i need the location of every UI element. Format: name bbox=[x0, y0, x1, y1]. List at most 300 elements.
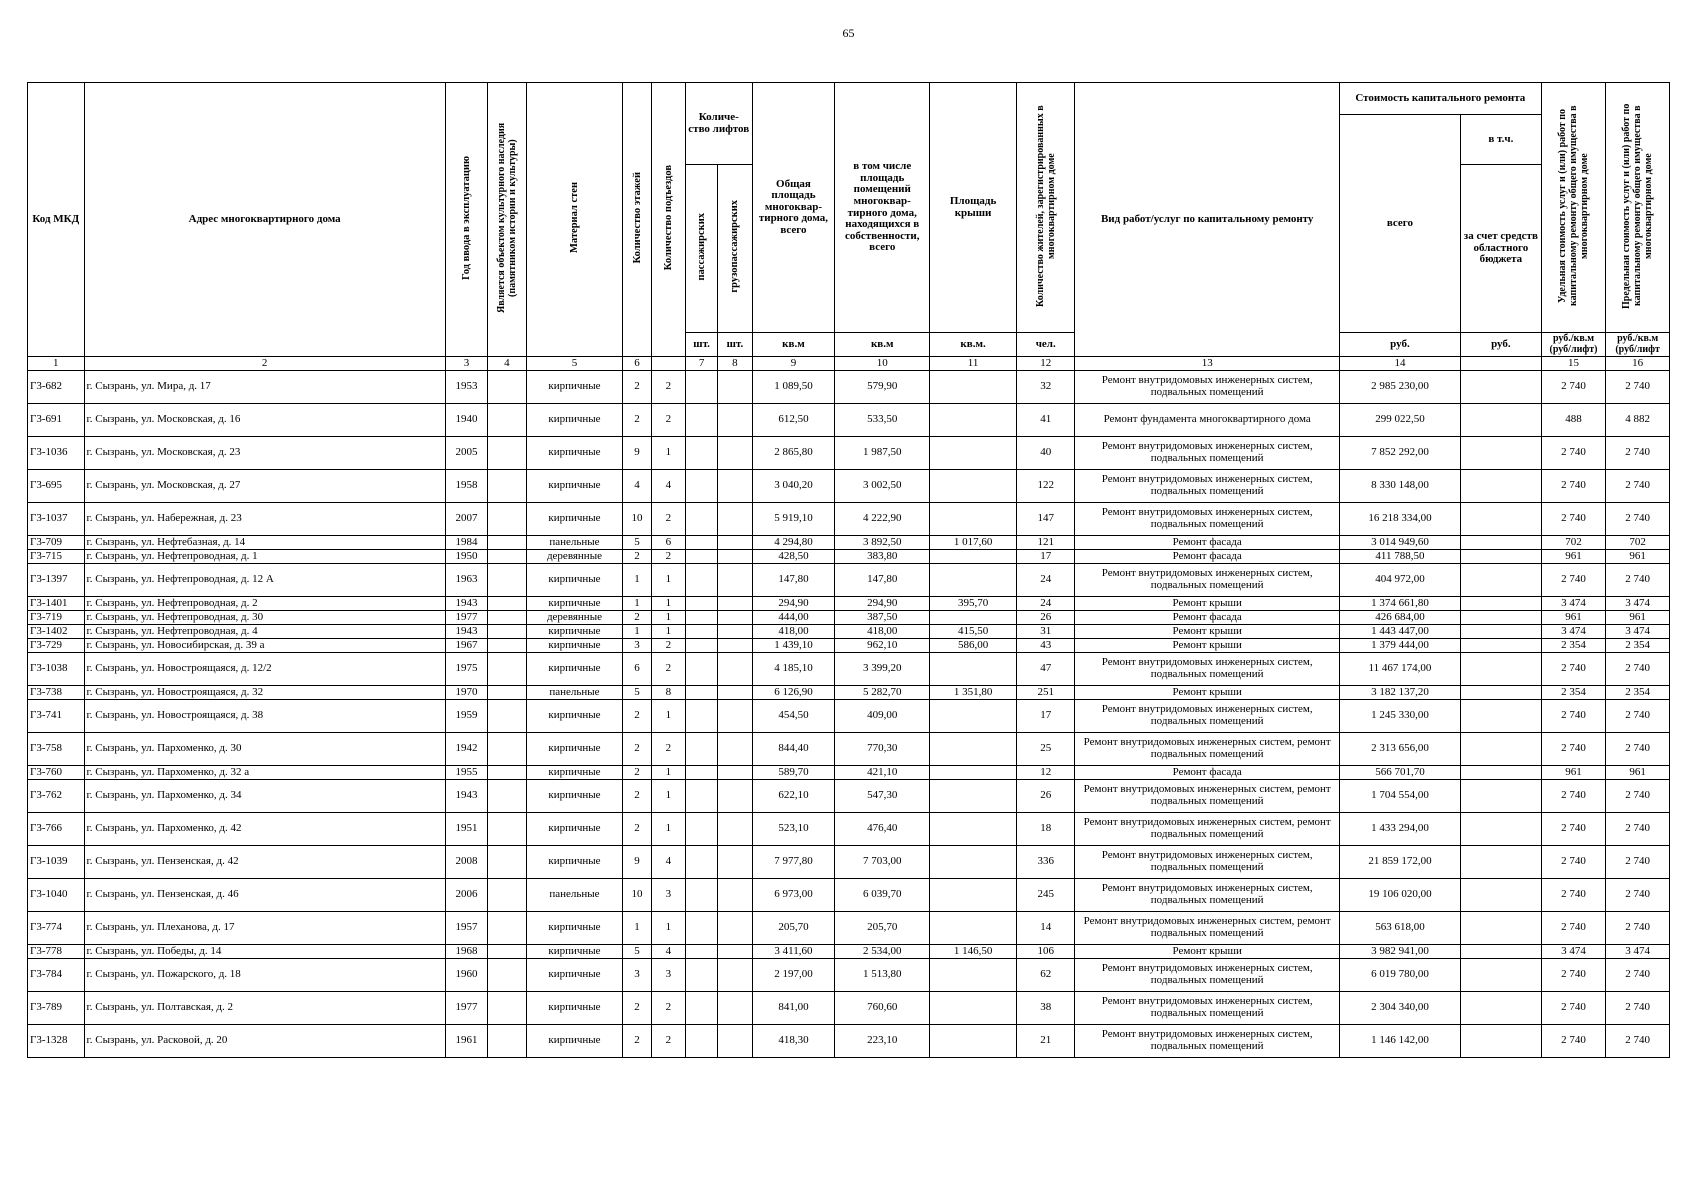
cell-total-area: 147,80 bbox=[752, 564, 835, 597]
cell-unit-cost: 2 740 bbox=[1541, 653, 1606, 686]
cell-roof-area: 395,70 bbox=[930, 597, 1017, 611]
cell-work-type: Ремонт крыши bbox=[1075, 945, 1339, 959]
cell-roof-area bbox=[930, 879, 1017, 912]
cell-total-area: 6 126,90 bbox=[752, 686, 835, 700]
cell-unit-cost: 2 354 bbox=[1541, 686, 1606, 700]
cell-entrances: 2 bbox=[651, 639, 685, 653]
cell-address: г. Сызрань, ул. Новостроящаяся, д. 12/2 bbox=[84, 653, 445, 686]
cell-lifts-pass bbox=[685, 564, 717, 597]
cell-entrances: 2 bbox=[651, 733, 685, 766]
cell-residents: 38 bbox=[1016, 992, 1075, 1025]
cell-heritage bbox=[488, 503, 526, 536]
cell-floors: 5 bbox=[623, 686, 651, 700]
table-row bbox=[28, 1025, 1670, 1058]
cell-cost-regional bbox=[1460, 639, 1541, 653]
cell-lifts-cargo bbox=[718, 733, 752, 766]
cell-address: г. Сызрань, ул. Нефтебазная, д. 14 bbox=[84, 536, 445, 550]
cell-lifts-pass bbox=[685, 597, 717, 611]
cell-lifts-cargo bbox=[718, 503, 752, 536]
header-code: Код МКД bbox=[28, 83, 85, 357]
table-row bbox=[28, 992, 1670, 1025]
header-address: Адрес многоквартирного дома bbox=[84, 83, 445, 357]
cell-work-type: Ремонт фундамента многоквартирного дома bbox=[1075, 404, 1339, 437]
cell-unit-cost: 2 740 bbox=[1541, 780, 1606, 813]
cell-year: 2006 bbox=[445, 879, 487, 912]
cell-max-cost: 2 740 bbox=[1606, 470, 1670, 503]
cell-residents: 26 bbox=[1016, 611, 1075, 625]
table-row bbox=[28, 879, 1670, 912]
cell-work-type: Ремонт внутридомовых инженерных систем, подвальных помещений bbox=[1075, 371, 1339, 404]
cell-heritage bbox=[488, 813, 526, 846]
table-row bbox=[28, 611, 1670, 625]
cell-residents: 62 bbox=[1016, 959, 1075, 992]
header-residents-text: Количество жителей, зарегистрированных в многоквартирном доме bbox=[1034, 104, 1057, 307]
cell-cost-regional bbox=[1460, 371, 1541, 404]
cell-residents: 31 bbox=[1016, 625, 1075, 639]
cell-cost-regional bbox=[1460, 846, 1541, 879]
cell-lifts-cargo bbox=[718, 564, 752, 597]
cell-total-area: 2 865,80 bbox=[752, 437, 835, 470]
cell-year: 1951 bbox=[445, 813, 487, 846]
cell-total-area: 3 411,60 bbox=[752, 945, 835, 959]
cell-unit-cost: 2 740 bbox=[1541, 959, 1606, 992]
cell-lifts-cargo bbox=[718, 404, 752, 437]
header-floors bbox=[623, 83, 651, 357]
cell-heritage bbox=[488, 780, 526, 813]
cell-max-cost: 4 882 bbox=[1606, 404, 1670, 437]
cell-roof-area bbox=[930, 503, 1017, 536]
cell-max-cost: 2 354 bbox=[1606, 686, 1670, 700]
cell-heritage bbox=[488, 564, 526, 597]
page-number: 65 bbox=[842, 26, 855, 40]
cell-address: г. Сызрань, ул. Нефтепроводная, д. 4 bbox=[84, 625, 445, 639]
cell-max-cost: 2 740 bbox=[1606, 879, 1670, 912]
capital-repair-table bbox=[27, 82, 1670, 1058]
cell-lifts-cargo bbox=[718, 625, 752, 639]
column-number: 13 bbox=[1075, 357, 1339, 371]
cell-code: Г3-682 bbox=[28, 371, 85, 404]
cell-entrances: 2 bbox=[651, 404, 685, 437]
table-row bbox=[28, 371, 1670, 404]
cell-floors: 9 bbox=[623, 437, 651, 470]
table-header bbox=[28, 83, 1670, 371]
cell-material: панельные bbox=[526, 686, 623, 700]
cell-entrances: 1 bbox=[651, 813, 685, 846]
header-entrances bbox=[651, 83, 685, 357]
column-number: 9 bbox=[752, 357, 835, 371]
cell-lifts-cargo bbox=[718, 846, 752, 879]
cell-lifts-cargo bbox=[718, 371, 752, 404]
cell-lifts-cargo bbox=[718, 992, 752, 1025]
cell-max-cost: 2 740 bbox=[1606, 503, 1670, 536]
cell-lifts-pass bbox=[685, 639, 717, 653]
cell-total-area: 428,50 bbox=[752, 550, 835, 564]
header-total-area: Общая площадь многоквар-тирного дома, всего bbox=[752, 83, 835, 333]
cell-residents: 122 bbox=[1016, 470, 1075, 503]
cell-owned-area: 421,10 bbox=[835, 766, 930, 780]
cell-lifts-cargo bbox=[718, 536, 752, 550]
cell-lifts-cargo bbox=[718, 879, 752, 912]
cell-work-type: Ремонт внутридомовых инженерных систем, ремонт подвальных помещений bbox=[1075, 813, 1339, 846]
cell-roof-area bbox=[930, 766, 1017, 780]
cell-cost-total: 411 788,50 bbox=[1339, 550, 1460, 564]
column-number: 10 bbox=[835, 357, 930, 371]
cell-lifts-cargo bbox=[718, 550, 752, 564]
cell-lifts-pass bbox=[685, 503, 717, 536]
cell-cost-regional bbox=[1460, 564, 1541, 597]
cell-heritage bbox=[488, 653, 526, 686]
table-row bbox=[28, 912, 1670, 945]
unit-area-2: кв.м bbox=[835, 333, 930, 357]
cell-material: кирпичные bbox=[526, 780, 623, 813]
cell-unit-cost: 2 740 bbox=[1541, 371, 1606, 404]
cell-address: г. Сызрань, ул. Плеханова, д. 17 bbox=[84, 912, 445, 945]
cell-lifts-pass bbox=[685, 550, 717, 564]
cell-lifts-cargo bbox=[718, 700, 752, 733]
cell-residents: 251 bbox=[1016, 686, 1075, 700]
cell-cost-regional bbox=[1460, 959, 1541, 992]
cell-code: Г3-1038 bbox=[28, 653, 85, 686]
cell-owned-area: 223,10 bbox=[835, 1025, 930, 1058]
cell-entrances: 6 bbox=[651, 536, 685, 550]
cell-cost-regional bbox=[1460, 625, 1541, 639]
cell-material: кирпичные bbox=[526, 625, 623, 639]
table-body bbox=[28, 371, 1670, 1058]
cell-unit-cost: 2 354 bbox=[1541, 639, 1606, 653]
cell-unit-cost: 702 bbox=[1541, 536, 1606, 550]
cell-roof-area bbox=[930, 1025, 1017, 1058]
cell-work-type: Ремонт крыши bbox=[1075, 686, 1339, 700]
cell-address: г. Сызрань, ул. Мира, д. 17 bbox=[84, 371, 445, 404]
column-number bbox=[651, 357, 685, 371]
cell-year: 1959 bbox=[445, 700, 487, 733]
cell-material: кирпичные bbox=[526, 912, 623, 945]
cell-owned-area: 1 987,50 bbox=[835, 437, 930, 470]
cell-residents: 12 bbox=[1016, 766, 1075, 780]
cell-cost-total: 1 374 661,80 bbox=[1339, 597, 1460, 611]
header-material bbox=[526, 83, 623, 357]
column-number: 4 bbox=[488, 357, 526, 371]
cell-total-area: 1 439,10 bbox=[752, 639, 835, 653]
cell-cost-total: 21 859 172,00 bbox=[1339, 846, 1460, 879]
cell-lifts-pass bbox=[685, 846, 717, 879]
cell-cost-total: 11 467 174,00 bbox=[1339, 653, 1460, 686]
header-cost-regional: за счет средств областного бюджета bbox=[1460, 165, 1541, 333]
cell-max-cost: 2 740 bbox=[1606, 1025, 1670, 1058]
cell-roof-area bbox=[930, 470, 1017, 503]
cell-cost-total: 426 684,00 bbox=[1339, 611, 1460, 625]
cell-heritage bbox=[488, 639, 526, 653]
cell-entrances: 1 bbox=[651, 766, 685, 780]
header-heritage-text: Является объектом культурного наследия (памятником истории и культуры) bbox=[495, 122, 518, 313]
cell-total-area: 205,70 bbox=[752, 912, 835, 945]
cell-material: кирпичные bbox=[526, 503, 623, 536]
table-row bbox=[28, 597, 1670, 611]
cell-work-type: Ремонт внутридомовых инженерных систем, подвальных помещений bbox=[1075, 470, 1339, 503]
cell-lifts-cargo bbox=[718, 611, 752, 625]
cell-cost-total: 16 218 334,00 bbox=[1339, 503, 1460, 536]
cell-year: 1960 bbox=[445, 959, 487, 992]
cell-unit-cost: 2 740 bbox=[1541, 846, 1606, 879]
cell-cost-regional bbox=[1460, 1025, 1541, 1058]
cell-max-cost: 2 740 bbox=[1606, 653, 1670, 686]
cell-owned-area: 533,50 bbox=[835, 404, 930, 437]
cell-unit-cost: 961 bbox=[1541, 611, 1606, 625]
cell-max-cost: 2 740 bbox=[1606, 959, 1670, 992]
cell-work-type: Ремонт внутридомовых инженерных систем, подвальных помещений bbox=[1075, 1025, 1339, 1058]
cell-material: кирпичные bbox=[526, 945, 623, 959]
cell-floors: 10 bbox=[623, 879, 651, 912]
cell-total-area: 7 977,80 bbox=[752, 846, 835, 879]
cell-year: 1950 bbox=[445, 550, 487, 564]
cell-total-area: 444,00 bbox=[752, 611, 835, 625]
cell-entrances: 1 bbox=[651, 700, 685, 733]
cell-year: 1942 bbox=[445, 733, 487, 766]
cell-cost-regional bbox=[1460, 653, 1541, 686]
cell-work-type: Ремонт внутридомовых инженерных систем, подвальных помещений bbox=[1075, 879, 1339, 912]
cell-roof-area bbox=[930, 653, 1017, 686]
column-number: 5 bbox=[526, 357, 623, 371]
cell-lifts-pass bbox=[685, 536, 717, 550]
cell-floors: 9 bbox=[623, 846, 651, 879]
cell-cost-regional bbox=[1460, 766, 1541, 780]
cell-unit-cost: 3 474 bbox=[1541, 597, 1606, 611]
cell-code: Г3-1397 bbox=[28, 564, 85, 597]
cell-year: 2008 bbox=[445, 846, 487, 879]
cell-code: Г3-691 bbox=[28, 404, 85, 437]
cell-cost-total: 563 618,00 bbox=[1339, 912, 1460, 945]
cell-entrances: 2 bbox=[651, 653, 685, 686]
table-row bbox=[28, 945, 1670, 959]
cell-entrances: 1 bbox=[651, 437, 685, 470]
cell-total-area: 5 919,10 bbox=[752, 503, 835, 536]
cell-max-cost: 3 474 bbox=[1606, 597, 1670, 611]
cell-heritage bbox=[488, 686, 526, 700]
cell-heritage bbox=[488, 766, 526, 780]
cell-floors: 3 bbox=[623, 639, 651, 653]
cell-owned-area: 3 399,20 bbox=[835, 653, 930, 686]
cell-cost-regional bbox=[1460, 912, 1541, 945]
cell-material: кирпичные bbox=[526, 371, 623, 404]
cell-code: Г3-758 bbox=[28, 733, 85, 766]
cell-year: 1943 bbox=[445, 625, 487, 639]
cell-total-area: 4 185,10 bbox=[752, 653, 835, 686]
unit-pcs-1: шт. bbox=[685, 333, 717, 357]
table-row bbox=[28, 404, 1670, 437]
cell-work-type: Ремонт внутридомовых инженерных систем, ремонт подвальных помещений bbox=[1075, 733, 1339, 766]
cell-code: Г3-1040 bbox=[28, 879, 85, 912]
column-number: 7 bbox=[685, 357, 717, 371]
table-row bbox=[28, 700, 1670, 733]
cell-heritage bbox=[488, 611, 526, 625]
cell-heritage bbox=[488, 992, 526, 1025]
header-entrances-text: Количество подъездов bbox=[662, 165, 674, 271]
cell-address: г. Сызрань, ул. Нефтепроводная, д. 12 А bbox=[84, 564, 445, 597]
cell-lifts-cargo bbox=[718, 597, 752, 611]
cell-cost-total: 299 022,50 bbox=[1339, 404, 1460, 437]
cell-lifts-cargo bbox=[718, 639, 752, 653]
cell-address: г. Сызрань, ул. Московская, д. 27 bbox=[84, 470, 445, 503]
cell-lifts-cargo bbox=[718, 912, 752, 945]
cell-floors: 2 bbox=[623, 813, 651, 846]
unit-rub-1: руб. bbox=[1339, 333, 1460, 357]
table-row bbox=[28, 437, 1670, 470]
cell-address: г. Сызрань, ул. Расковой, д. 20 bbox=[84, 1025, 445, 1058]
cell-lifts-pass bbox=[685, 879, 717, 912]
cell-max-cost: 2 740 bbox=[1606, 846, 1670, 879]
unit-rate-2: руб./кв.м (руб/лифт bbox=[1606, 333, 1670, 357]
cell-cost-regional bbox=[1460, 945, 1541, 959]
cell-cost-total: 1 379 444,00 bbox=[1339, 639, 1460, 653]
cell-material: кирпичные bbox=[526, 639, 623, 653]
cell-cost-regional bbox=[1460, 404, 1541, 437]
cell-year: 1984 bbox=[445, 536, 487, 550]
cell-floors: 2 bbox=[623, 766, 651, 780]
cell-lifts-cargo bbox=[718, 780, 752, 813]
cell-lifts-pass bbox=[685, 470, 717, 503]
cell-roof-area bbox=[930, 700, 1017, 733]
cell-cost-total: 2 304 340,00 bbox=[1339, 992, 1460, 1025]
cell-residents: 14 bbox=[1016, 912, 1075, 945]
cell-code: Г3-719 bbox=[28, 611, 85, 625]
cell-address: г. Сызрань, ул. Пархоменко, д. 32 а bbox=[84, 766, 445, 780]
cell-roof-area bbox=[930, 813, 1017, 846]
cell-work-type: Ремонт крыши bbox=[1075, 639, 1339, 653]
cell-max-cost: 2 740 bbox=[1606, 564, 1670, 597]
header-year bbox=[445, 83, 487, 357]
cell-roof-area bbox=[930, 564, 1017, 597]
header-residents bbox=[1016, 83, 1075, 333]
cell-roof-area bbox=[930, 959, 1017, 992]
cell-work-type: Ремонт внутридомовых инженерных систем, подвальных помещений bbox=[1075, 700, 1339, 733]
cell-owned-area: 579,90 bbox=[835, 371, 930, 404]
unit-area-3: кв.м. bbox=[930, 333, 1017, 357]
cell-unit-cost: 2 740 bbox=[1541, 733, 1606, 766]
cell-residents: 147 bbox=[1016, 503, 1075, 536]
cell-roof-area bbox=[930, 611, 1017, 625]
cell-address: г. Сызрань, ул. Нефтепроводная, д. 2 bbox=[84, 597, 445, 611]
cell-roof-area: 1 146,50 bbox=[930, 945, 1017, 959]
cell-roof-area: 586,00 bbox=[930, 639, 1017, 653]
unit-area-1: кв.м bbox=[752, 333, 835, 357]
cell-max-cost: 2 740 bbox=[1606, 912, 1670, 945]
cell-unit-cost: 3 474 bbox=[1541, 625, 1606, 639]
cell-code: Г3-1037 bbox=[28, 503, 85, 536]
cell-unit-cost: 2 740 bbox=[1541, 564, 1606, 597]
cell-owned-area: 3 002,50 bbox=[835, 470, 930, 503]
cell-code: Г3-1039 bbox=[28, 846, 85, 879]
cell-lifts-pass bbox=[685, 625, 717, 639]
cell-lifts-pass bbox=[685, 653, 717, 686]
cell-floors: 1 bbox=[623, 912, 651, 945]
cell-floors: 2 bbox=[623, 404, 651, 437]
header-max-cost bbox=[1606, 83, 1670, 333]
cell-entrances: 3 bbox=[651, 959, 685, 992]
cell-cost-regional bbox=[1460, 992, 1541, 1025]
cell-max-cost: 702 bbox=[1606, 536, 1670, 550]
table-row bbox=[28, 780, 1670, 813]
table-row bbox=[28, 503, 1670, 536]
column-number: 15 bbox=[1541, 357, 1606, 371]
cell-year: 1943 bbox=[445, 597, 487, 611]
cell-cost-regional bbox=[1460, 536, 1541, 550]
cell-code: Г3-741 bbox=[28, 700, 85, 733]
cell-material: кирпичные bbox=[526, 564, 623, 597]
cell-address: г. Сызрань, ул. Московская, д. 16 bbox=[84, 404, 445, 437]
cell-entrances: 2 bbox=[651, 503, 685, 536]
cell-total-area: 454,50 bbox=[752, 700, 835, 733]
cell-cost-total: 6 019 780,00 bbox=[1339, 959, 1460, 992]
cell-lifts-pass bbox=[685, 686, 717, 700]
table-row bbox=[28, 639, 1670, 653]
cell-material: кирпичные bbox=[526, 959, 623, 992]
cell-address: г. Сызрань, ул. Пожарского, д. 18 bbox=[84, 959, 445, 992]
header-heritage bbox=[488, 83, 526, 357]
cell-heritage bbox=[488, 536, 526, 550]
cell-lifts-pass bbox=[685, 437, 717, 470]
cell-max-cost: 3 474 bbox=[1606, 945, 1670, 959]
cell-address: г. Сызрань, ул. Пархоменко, д. 42 bbox=[84, 813, 445, 846]
cell-heritage bbox=[488, 437, 526, 470]
cell-residents: 47 bbox=[1016, 653, 1075, 686]
cell-heritage bbox=[488, 625, 526, 639]
header-max-cost-text: Предельная стоимость услуг и (или) работ по капитальному ремонту общего имущества в многоквартирном доме bbox=[1621, 103, 1655, 309]
cell-cost-total: 19 106 020,00 bbox=[1339, 879, 1460, 912]
cell-owned-area: 7 703,00 bbox=[835, 846, 930, 879]
cell-owned-area: 418,00 bbox=[835, 625, 930, 639]
header-work-type: Вид работ/услуг по капитальному ремонту bbox=[1075, 83, 1339, 357]
cell-material: кирпичные bbox=[526, 813, 623, 846]
column-number: 6 bbox=[623, 357, 651, 371]
cell-heritage bbox=[488, 733, 526, 766]
cell-owned-area: 147,80 bbox=[835, 564, 930, 597]
cell-lifts-pass bbox=[685, 611, 717, 625]
cell-max-cost: 2 740 bbox=[1606, 700, 1670, 733]
cell-owned-area: 6 039,70 bbox=[835, 879, 930, 912]
cell-unit-cost: 2 740 bbox=[1541, 992, 1606, 1025]
header-unit-cost-text: Удельная стоимость услуг и (или) работ по капитальному ремонту общего имущества в многоквартирном доме bbox=[1557, 105, 1591, 306]
cell-cost-total: 8 330 148,00 bbox=[1339, 470, 1460, 503]
cell-material: кирпичные bbox=[526, 846, 623, 879]
cell-residents: 17 bbox=[1016, 700, 1075, 733]
cell-material: деревянные bbox=[526, 550, 623, 564]
cell-cost-regional bbox=[1460, 437, 1541, 470]
cell-lifts-cargo bbox=[718, 437, 752, 470]
cell-lifts-pass bbox=[685, 912, 717, 945]
cell-heritage bbox=[488, 700, 526, 733]
cell-max-cost: 2 354 bbox=[1606, 639, 1670, 653]
cell-lifts-cargo bbox=[718, 1025, 752, 1058]
cell-cost-total: 2 985 230,00 bbox=[1339, 371, 1460, 404]
cell-unit-cost: 961 bbox=[1541, 766, 1606, 780]
cell-residents: 106 bbox=[1016, 945, 1075, 959]
cell-work-type: Ремонт фасада bbox=[1075, 611, 1339, 625]
table-row bbox=[28, 813, 1670, 846]
cell-code: Г3-778 bbox=[28, 945, 85, 959]
cell-entrances: 1 bbox=[651, 611, 685, 625]
cell-unit-cost: 2 740 bbox=[1541, 437, 1606, 470]
cell-year: 1967 bbox=[445, 639, 487, 653]
cell-year: 1975 bbox=[445, 653, 487, 686]
cell-heritage bbox=[488, 550, 526, 564]
column-number-row bbox=[28, 357, 1670, 371]
cell-cost-total: 1 433 294,00 bbox=[1339, 813, 1460, 846]
table-row bbox=[28, 653, 1670, 686]
column-number: 11 bbox=[930, 357, 1017, 371]
cell-roof-area bbox=[930, 437, 1017, 470]
cell-cost-total: 1 443 447,00 bbox=[1339, 625, 1460, 639]
cell-residents: 18 bbox=[1016, 813, 1075, 846]
